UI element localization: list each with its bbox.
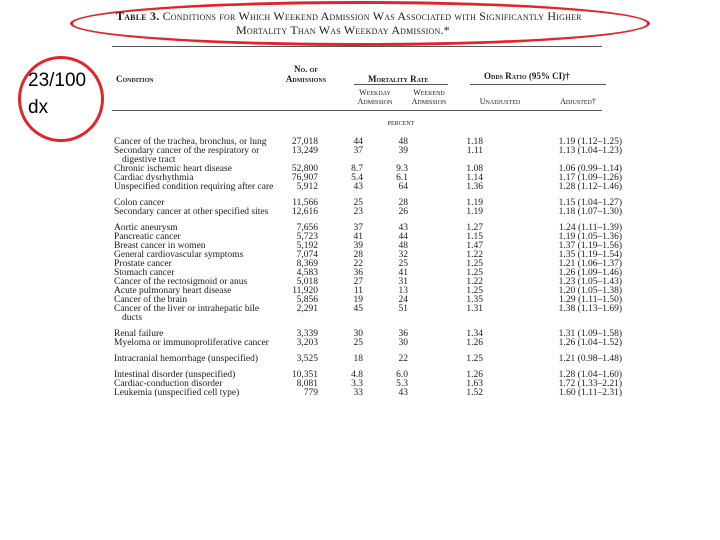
- cell-weekday-rate: 23: [353, 207, 363, 217]
- table-row: [114, 389, 632, 398]
- cell-unadjusted-or: 1.11: [466, 146, 483, 156]
- cell-weekend-rate: 44: [398, 232, 408, 242]
- cell-adjusted-or: 1.29 (1.11–1.50): [559, 295, 622, 305]
- table-row: [114, 208, 632, 217]
- table-row: [114, 192, 632, 208]
- cell-unadjusted-or: 1.35: [466, 295, 483, 305]
- cell-adjusted-or: 1.38 (1.13–1.69): [558, 304, 622, 314]
- cell-unadjusted-or: 1.47: [466, 241, 483, 251]
- cell-adjusted-or: 1.37 (1.19–1.56): [558, 241, 622, 251]
- cell-condition: Renal failure: [114, 329, 164, 339]
- cell-adjusted-or: 1.19 (1.05–1.36): [558, 232, 622, 242]
- cell-weekday-rate: 11: [353, 286, 363, 296]
- cell-weekday-rate: 44: [353, 137, 363, 147]
- header-weekday-line1: Weekday: [359, 88, 391, 97]
- cell-weekend-rate: 51: [398, 304, 408, 314]
- cell-weekday-rate: 43: [353, 182, 363, 192]
- cell-adjusted-or: 1.60 (1.11–2.31): [559, 388, 622, 398]
- cell-condition: Unspecified condition requiring after care: [114, 182, 274, 192]
- cell-unadjusted-or: 1.27: [466, 223, 483, 233]
- cell-admissions: 2,291: [296, 304, 318, 314]
- cell-weekend-rate: 43: [398, 223, 408, 233]
- cell-unadjusted-or: 1.52: [466, 388, 483, 398]
- cell-condition: Cancer of the rectosigmoid or anus: [114, 277, 248, 287]
- cell-adjusted-or: 1.15 (1.04–1.27): [558, 198, 622, 208]
- mortality-underline: [354, 84, 448, 85]
- table-body: [114, 138, 632, 398]
- cell-admissions: 5,912: [296, 182, 318, 192]
- cell-admissions: 8,081: [296, 379, 318, 389]
- cell-adjusted-or: 1.23 (1.05–1.43): [558, 277, 622, 287]
- cell-weekend-rate: 30: [398, 338, 408, 348]
- header-admissions-line1: No. of: [294, 64, 318, 74]
- cell-condition: Cardiac dysrhythmia: [114, 173, 194, 183]
- cell-admissions: 8,369: [296, 259, 318, 269]
- cell-weekday-rate: 3.3: [351, 379, 363, 389]
- cell-admissions: 3,525: [296, 354, 318, 364]
- header-weekend-line1: Weekend: [413, 88, 445, 97]
- cell-unadjusted-or: 1.26: [466, 370, 483, 380]
- cell-weekday-rate: 45: [353, 304, 363, 314]
- cell-adjusted-or: 1.18 (1.07–1.30): [558, 207, 622, 217]
- cell-condition: Leukemia (unspecified cell type): [114, 388, 240, 398]
- cell-weekday-rate: 5.4: [351, 173, 363, 183]
- header-condition: Condition: [116, 74, 154, 84]
- slide-number-box: [18, 56, 104, 142]
- cell-adjusted-or: 1.31 (1.09–1.58): [558, 329, 622, 339]
- cell-admissions: 76,907: [291, 173, 318, 183]
- cell-unadjusted-or: 1.34: [466, 329, 483, 339]
- cell-unadjusted-or: 1.15: [466, 232, 483, 242]
- table-title-line1: Conditions for Which Weekend Admission Was Associated with Significantly Higher: [162, 9, 582, 23]
- cell-unadjusted-or: 1.25: [466, 268, 483, 278]
- slide-number-label: 23/100: [28, 70, 87, 91]
- cell-weekend-rate: 6.1: [396, 173, 408, 183]
- table-title: [116, 9, 636, 37]
- cell-condition: Cancer of the trachea, bronchus, or lung: [114, 137, 267, 147]
- cell-admissions: 5,192: [296, 241, 318, 251]
- cell-admissions: 7,074: [296, 250, 318, 260]
- cell-condition: Pancreatic cancer: [114, 232, 181, 242]
- cell-weekday-rate: 8.7: [351, 164, 363, 174]
- cell-unadjusted-or: 1.18: [466, 137, 483, 147]
- cell-weekday-rate: 37: [353, 146, 363, 156]
- cell-admissions: 7,656: [296, 223, 318, 233]
- cell-unadjusted-or: 1.25: [466, 259, 483, 269]
- cell-unadjusted-or: 1.36: [466, 182, 483, 192]
- table-row: [114, 339, 632, 348]
- header-mortality: Mortality Rate: [368, 74, 429, 84]
- cell-adjusted-or: 1.35 (1.19–1.54): [558, 250, 622, 260]
- header-weekday-line2: Admission: [357, 97, 393, 106]
- cell-weekend-rate: 9.3: [396, 164, 408, 174]
- table-row: [114, 348, 632, 364]
- top-rule: [112, 46, 602, 47]
- cell-condition: Cancer of the liver or intrahepatic bile ducts: [114, 304, 260, 323]
- cell-admissions: 27,018: [291, 137, 318, 147]
- table-title-line2: Mortality Than Was Weekday Admission.*: [236, 23, 450, 37]
- header-unadjusted: Unadjusted: [479, 97, 521, 106]
- cell-condition: Acute pulmonary heart disease: [114, 286, 232, 296]
- cell-weekend-rate: 6.0: [396, 370, 408, 380]
- cell-unadjusted-or: 1.08: [466, 164, 483, 174]
- cell-weekend-rate: 28: [398, 198, 408, 208]
- table-row: [114, 323, 632, 339]
- conditions-table: [114, 138, 632, 398]
- cell-weekday-rate: 27: [353, 277, 363, 287]
- cell-weekday-rate: 22: [353, 259, 363, 269]
- cell-adjusted-or: 1.19 (1.12–1.25): [558, 137, 622, 147]
- cell-unadjusted-or: 1.22: [466, 250, 483, 260]
- cell-admissions: 11,920: [292, 286, 318, 296]
- cell-unadjusted-or: 1.14: [466, 173, 483, 183]
- header-adjusted: Adjusted†: [560, 97, 596, 106]
- cell-adjusted-or: 1.21 (1.06–1.37): [558, 259, 622, 269]
- table-row: [114, 147, 632, 165]
- cell-condition: Stomach cancer: [114, 268, 175, 278]
- cell-adjusted-or: 1.26 (1.04–1.52): [558, 338, 622, 348]
- table-row: [114, 287, 632, 296]
- cell-weekend-rate: 31: [398, 277, 408, 287]
- header-rule: [112, 110, 602, 111]
- cell-condition: Cancer of the brain: [114, 295, 188, 305]
- cell-admissions: 12,616: [291, 207, 318, 217]
- cell-unadjusted-or: 1.19: [466, 198, 483, 208]
- cell-admissions: 5,856: [296, 295, 318, 305]
- cell-unadjusted-or: 1.19: [466, 207, 483, 217]
- cell-condition: Intestinal disorder (unspecified): [114, 370, 236, 380]
- table-row: [114, 364, 632, 380]
- cell-weekday-rate: 39: [353, 241, 363, 251]
- cell-admissions: 52,800: [291, 164, 318, 174]
- cell-weekend-rate: 48: [398, 241, 408, 251]
- cell-admissions: 779: [303, 388, 318, 398]
- cell-condition: Cardiac-conduction disorder: [114, 379, 223, 389]
- odds-underline: [470, 84, 606, 85]
- cell-admissions: 13,249: [291, 146, 318, 156]
- cell-admissions: 10,351: [291, 370, 318, 380]
- cell-weekday-rate: 25: [353, 198, 363, 208]
- cell-adjusted-or: 1.26 (1.09–1.46): [558, 268, 622, 278]
- cell-weekday-rate: 33: [353, 388, 363, 398]
- cell-weekend-rate: 22: [398, 354, 408, 364]
- cell-weekend-rate: 13: [398, 286, 408, 296]
- cell-condition: Chronic ischemic heart disease: [114, 164, 232, 174]
- cell-adjusted-or: 1.24 (1.11–1.39): [559, 223, 622, 233]
- cell-condition: Secondary cancer of the respiratory or digestive tract: [114, 146, 260, 165]
- cell-weekday-rate: 37: [353, 223, 363, 233]
- cell-condition: Secondary cancer at other specified sites: [114, 207, 269, 217]
- cell-weekday-rate: 36: [353, 268, 363, 278]
- cell-adjusted-or: 1.17 (1.09–1.26): [558, 173, 622, 183]
- cell-admissions: 3,339: [296, 329, 318, 339]
- cell-adjusted-or: 1.20 (1.05–1.38): [558, 286, 622, 296]
- table-row: [114, 183, 632, 192]
- cell-condition: Aortic aneurysm: [114, 223, 178, 233]
- cell-weekend-rate: 64: [398, 182, 408, 192]
- header-weekend-line2: Admission: [411, 97, 447, 106]
- cell-weekend-rate: 5.3: [396, 379, 408, 389]
- cell-weekday-rate: 30: [353, 329, 363, 339]
- cell-admissions: 5,018: [296, 277, 318, 287]
- cell-weekday-rate: 4.8: [351, 370, 363, 380]
- cell-unadjusted-or: 1.26: [466, 338, 483, 348]
- cell-adjusted-or: 1.13 (1.04–1.23): [558, 146, 622, 156]
- cell-weekday-rate: 41: [353, 232, 363, 242]
- cell-condition: Breast cancer in women: [114, 241, 206, 251]
- cell-weekday-rate: 28: [353, 250, 363, 260]
- cell-unadjusted-or: 1.22: [466, 277, 483, 287]
- cell-weekday-rate: 25: [353, 338, 363, 348]
- cell-unadjusted-or: 1.25: [466, 286, 483, 296]
- cell-weekend-rate: 43: [398, 388, 408, 398]
- cell-unadjusted-or: 1.31: [466, 304, 483, 314]
- cell-weekend-rate: 36: [398, 329, 408, 339]
- cell-admissions: 3,203: [296, 338, 318, 348]
- cell-condition: General cardiovascular symptoms: [114, 250, 244, 260]
- cell-weekend-rate: 39: [398, 146, 408, 156]
- header-admissions: [280, 64, 332, 84]
- table-row: [114, 260, 632, 269]
- cell-condition: Intracranial hemorrhage (unspecified): [114, 354, 259, 364]
- cell-weekday-rate: 19: [353, 295, 363, 305]
- cell-adjusted-or: 1.06 (0.99–1.14): [558, 164, 622, 174]
- header-weekday: [350, 88, 400, 106]
- cell-weekend-rate: 32: [398, 250, 408, 260]
- cell-weekend-rate: 26: [398, 207, 408, 217]
- cell-admissions: 4,583: [296, 268, 318, 278]
- table-row: [114, 251, 632, 260]
- cell-admissions: 11,566: [292, 198, 318, 208]
- slide-sub-label: dx: [28, 97, 49, 118]
- cell-condition: Prostate cancer: [114, 259, 172, 269]
- cell-weekend-rate: 25: [398, 259, 408, 269]
- cell-condition: Colon cancer: [114, 198, 165, 208]
- cell-adjusted-or: 1.72 (1.33–2.21): [558, 379, 622, 389]
- header-admissions-line2: Admissions: [285, 74, 327, 84]
- cell-unadjusted-or: 1.25: [466, 354, 483, 364]
- cell-unadjusted-or: 1.63: [466, 379, 483, 389]
- table-row: [114, 217, 632, 233]
- cell-weekend-rate: 24: [398, 295, 408, 305]
- cell-weekday-rate: 18: [353, 354, 363, 364]
- cell-weekend-rate: 48: [398, 137, 408, 147]
- header-percent: percent: [387, 117, 415, 127]
- cell-admissions: 5,723: [296, 232, 318, 242]
- table-label: Table 3.: [116, 9, 160, 23]
- cell-condition: Myeloma or immunoproliferative cancer: [114, 338, 269, 348]
- cell-weekend-rate: 41: [398, 268, 408, 278]
- header-weekend: [404, 88, 454, 106]
- cell-adjusted-or: 1.21 (0.98–1.48): [558, 354, 622, 364]
- table-row: [114, 305, 632, 323]
- header-odds: Odds Ratio (95% CI)†: [484, 71, 570, 81]
- cell-adjusted-or: 1.28 (1.12–1.46): [558, 182, 622, 192]
- cell-adjusted-or: 1.28 (1.04–1.60): [558, 370, 622, 380]
